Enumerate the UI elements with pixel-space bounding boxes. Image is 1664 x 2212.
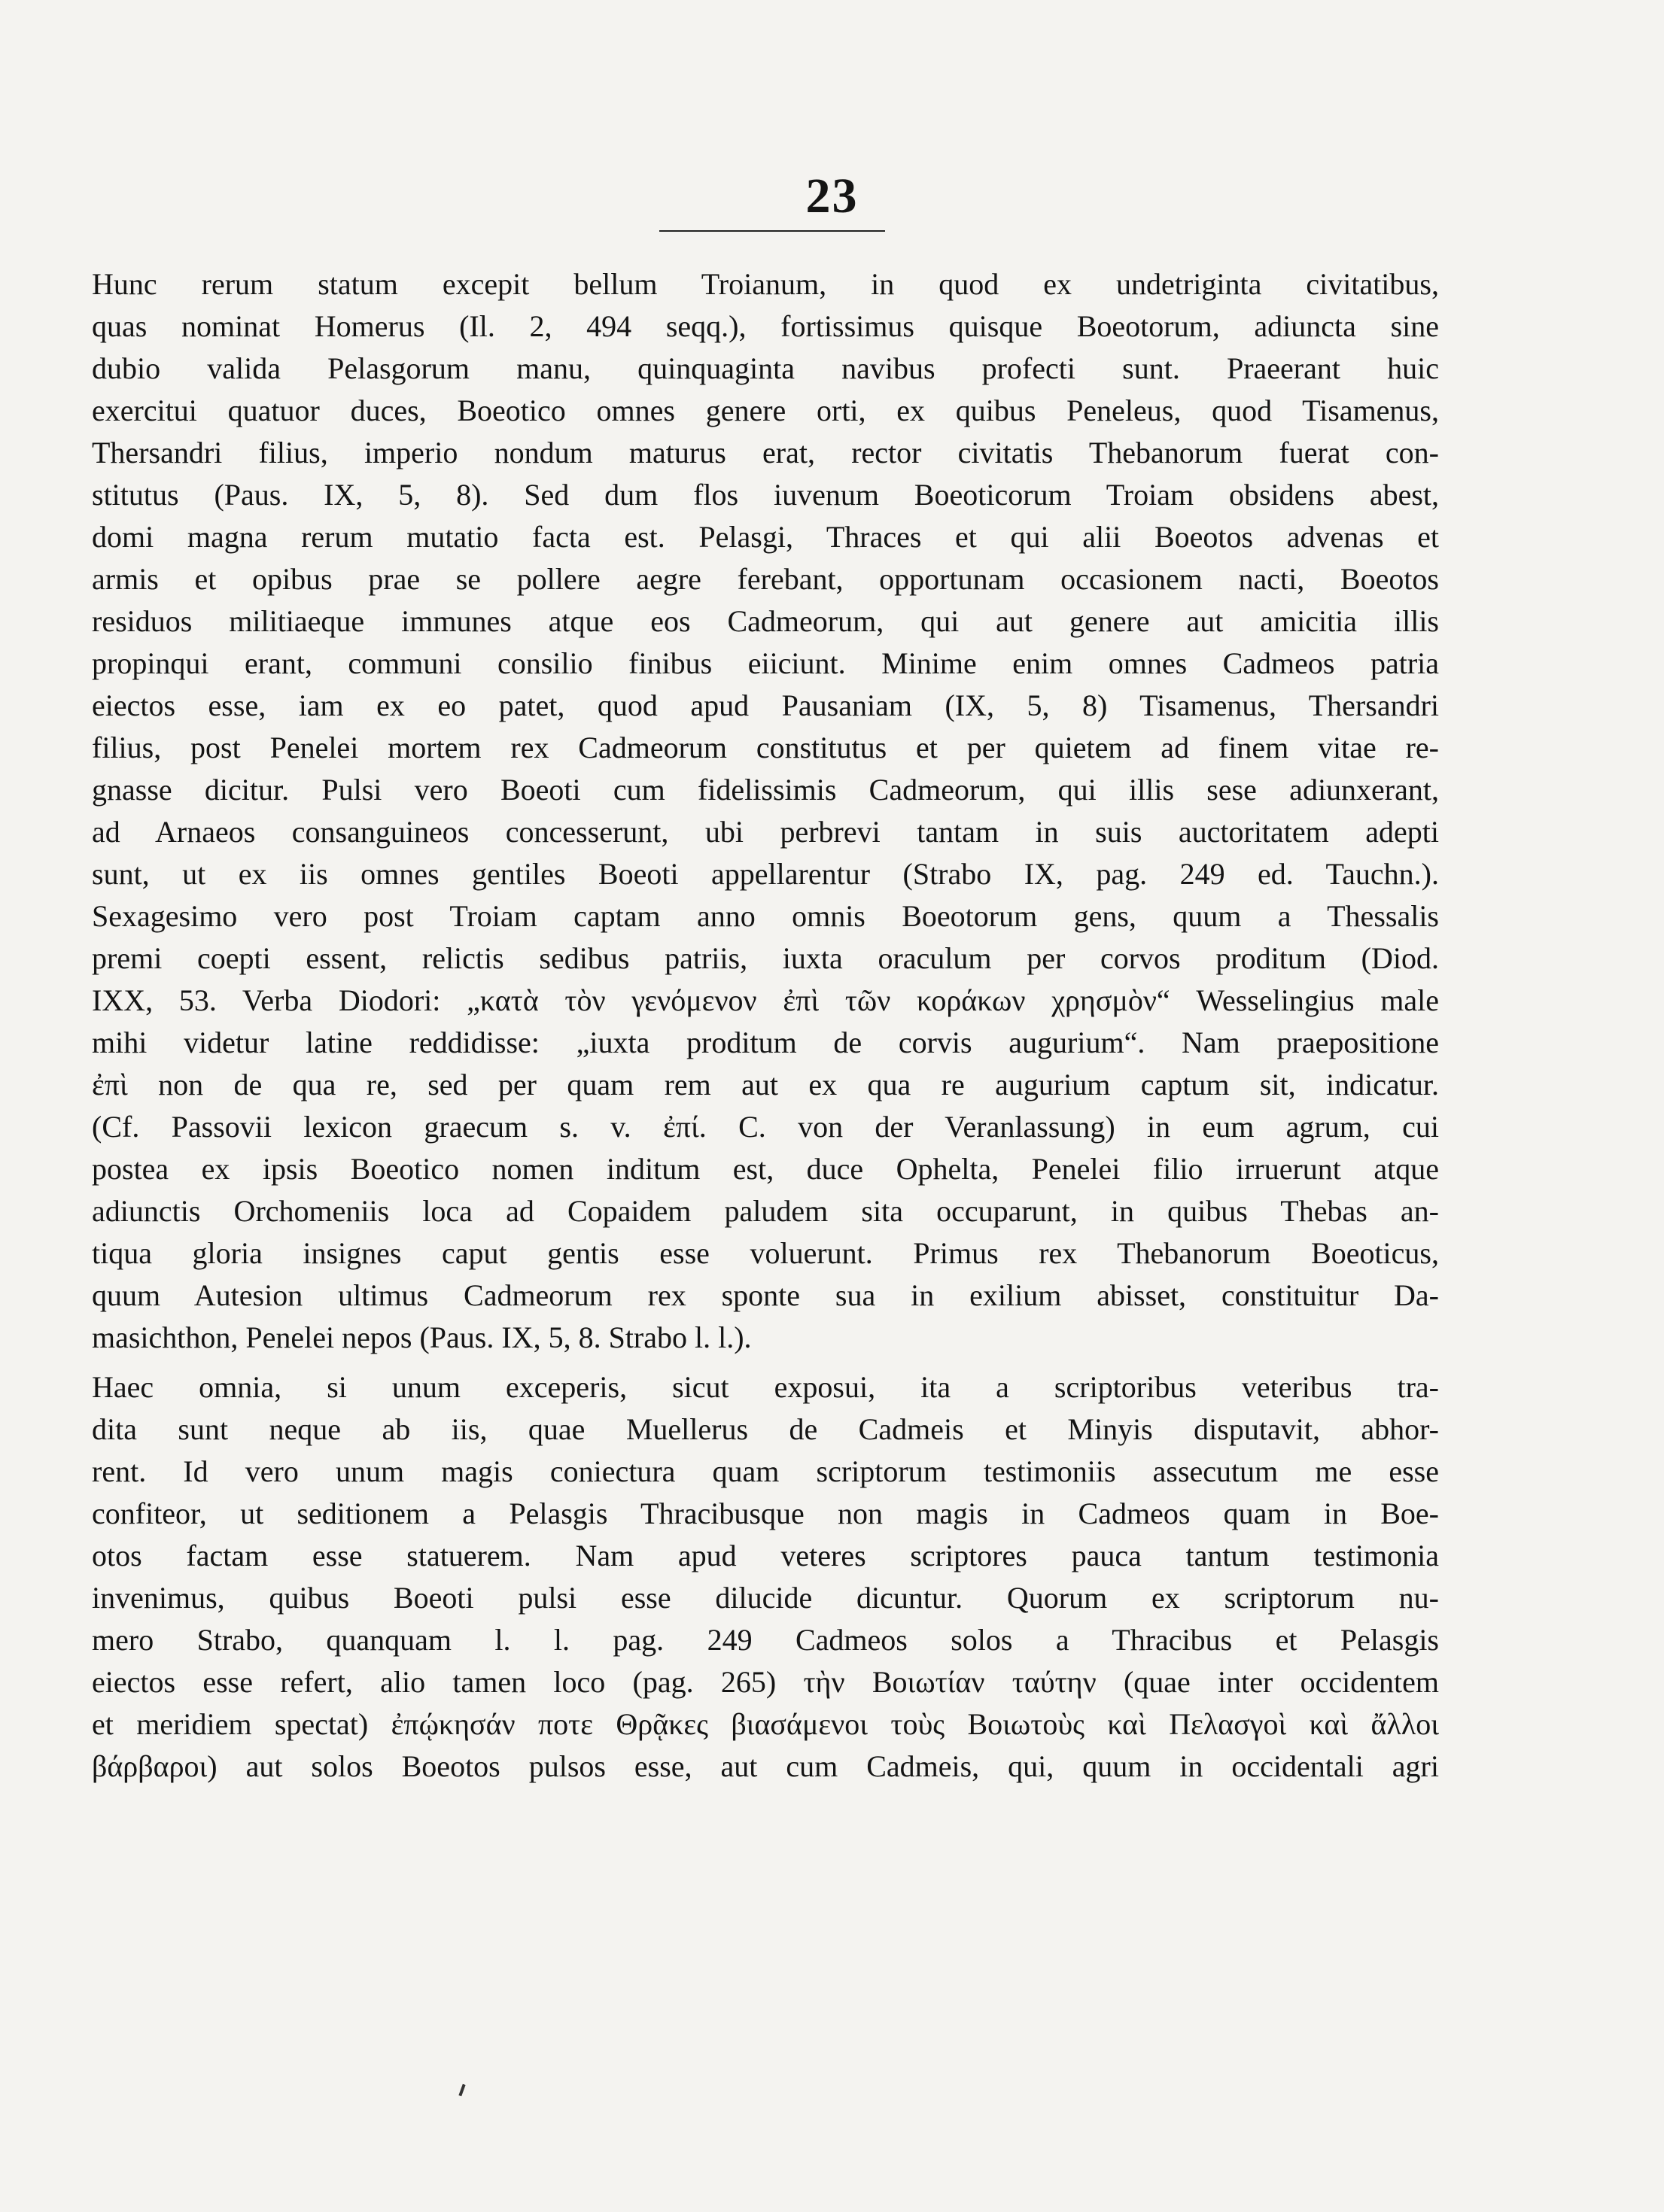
text-line: adiunctis Orchomeniis loca ad Copaidem paludem sita occuparunt, in quibus Thebas an- — [92, 1194, 1439, 1228]
text-line: IXX, 53. Verba Diodori: „κατὰ τὸν γενόμενον ἐπὶ τῶν κοράκων χρησμὸν“ Wesselingius male — [92, 983, 1439, 1017]
page-number: 23 — [805, 169, 859, 223]
text-line: otos factam esse statuerem. Nam apud veteres scriptores pauca tantum testimonia — [92, 1539, 1439, 1572]
text-line: premi coepti essent, relictis sedibus patriis, iuxta oraculum per corvos proditum (Diod. — [92, 941, 1439, 975]
text-line: rent. Id vero unum magis coniectura quam scriptorum testimoniis assecutum me esse — [92, 1454, 1439, 1488]
text-line: filius, post Penelei mortem rex Cadmeorum constitutus et per quietem ad finem vitae re- — [92, 731, 1439, 764]
text-line: mihi videtur latine reddidisse: „iuxta proditum de corvis augurium“. Nam praepositione — [92, 1025, 1439, 1059]
text-line: βάρβαροι) aut solos Boeotos pulsos esse, aut cum Cadmeis, qui, quum in occidentali agri — [92, 1749, 1439, 1783]
text-line: eiectos esse refert, alio tamen loco (pag. 265) τὴν Βοιωτίαν ταύτην (quae inter occidentem — [92, 1665, 1439, 1699]
text-line: (Cf. Passovii lexicon graecum s. v. ἐπί. C. von der Veranlassung) in eum agrum, cui — [92, 1110, 1439, 1144]
text-line: mero Strabo, quanquam l. l. pag. 249 Cadmeos solos a Thracibus et Pelasgis — [92, 1623, 1439, 1657]
text-line: quum Autesion ultimus Cadmeorum rex sponte sua in exilium abisset, constituitur Da- — [92, 1278, 1439, 1312]
text-line: confiteor, ut seditionem a Pelasgis Thracibusque non magis in Cadmeos quam in Boe- — [92, 1496, 1439, 1530]
text-line: domi magna rerum mutatio facta est. Pelasgi, Thraces et qui alii Boeotos advenas et — [92, 520, 1439, 554]
text-line: postea ex ipsis Boeotico nomen inditum est, duce Ophelta, Penelei filio irruerunt atque — [92, 1152, 1439, 1186]
paragraph-2 — [92, 1366, 1439, 1788]
text-line: quas nominat Homerus (Il. 2, 494 seqq.), fortissimus quisque Boeotorum, adiuncta sine — [92, 309, 1439, 343]
text-line: Haec omnia, si unum exceperis, sicut exposui, ita a scriptoribus veteribus tra- — [92, 1370, 1439, 1404]
text-line: Hunc rerum statum excepit bellum Troianum, in quod ex undetriginta civitatibus, — [92, 267, 1439, 301]
paragraph-1 — [92, 263, 1439, 1359]
text-line: ἐπὶ non de qua re, sed per quam rem aut ex qua re augurium captum sit, indicatur. — [92, 1068, 1439, 1101]
page-blemish — [458, 2084, 465, 2096]
text-line: stitutus (Paus. IX, 5, 8). Sed dum flos iuvenum Boeoticorum Troiam obsidens abest, — [92, 478, 1439, 512]
text-line: residuos militiaeque immunes atque eos Cadmeorum, qui aut genere aut amicitia illis — [92, 604, 1439, 638]
text-line: gnasse dicitur. Pulsi vero Boeoti cum fidelissimis Cadmeorum, qui illis sese adiunxerant, — [92, 773, 1439, 807]
text-line: tiqua gloria insignes caput gentis esse voluerunt. Primus rex Thebanorum Boeoticus, — [92, 1236, 1439, 1270]
text-line: sunt, ut ex iis omnes gentiles Boeoti appellarentur (Strabo IX, pag. 249 ed. Tauchn.). — [92, 857, 1439, 891]
text-line: exercitui quatuor duces, Boeotico omnes genere orti, ex quibus Peneleus, quod Tisamenus, — [92, 393, 1439, 427]
text-line: dita sunt neque ab iis, quae Muellerus de Cadmeis et Minyis disputavit, abhor- — [92, 1412, 1439, 1446]
text-line: eiectos esse, iam ex eo patet, quod apud Pausaniam (IX, 5, 8) Tisamenus, Thersandri — [92, 688, 1439, 722]
text-line: dubio valida Pelasgorum manu, quinquaginta navibus profecti sunt. Praeerant huic — [92, 351, 1439, 385]
text-line: Thersandri filius, imperio nondum maturus erat, rector civitatis Thebanorum fuerat con- — [92, 436, 1439, 469]
header-rule — [659, 230, 885, 232]
text-line: invenimus, quibus Boeoti pulsi esse dilucide dicuntur. Quorum ex scriptorum nu- — [92, 1581, 1439, 1615]
text-line: ad Arnaeos consanguineos concesserunt, ubi perbrevi tantam in suis auctoritatem adepti — [92, 815, 1439, 849]
text-line: Sexagesimo vero post Troiam captam anno omnis Boeotorum gens, quum a Thessalis — [92, 899, 1439, 933]
text-line: et meridiem spectat) ἐπῴκησάν ποτε Θρᾷκες βιασάμενοι τοὺς Βοιωτοὺς καὶ Πελασγοὶ καὶ ἄλλοι — [92, 1707, 1439, 1741]
text-line: armis et opibus prae se pollere aegre ferebant, opportunam occasionem nacti, Boeotos — [92, 562, 1439, 596]
text-line: masichthon, Penelei nepos (Paus. IX, 5, 8. Strabo l. l.). — [92, 1320, 752, 1354]
text-line: propinqui erant, communi consilio finibus eiiciunt. Minime enim omnes Cadmeos patria — [92, 646, 1439, 680]
body-text — [92, 263, 1439, 1788]
